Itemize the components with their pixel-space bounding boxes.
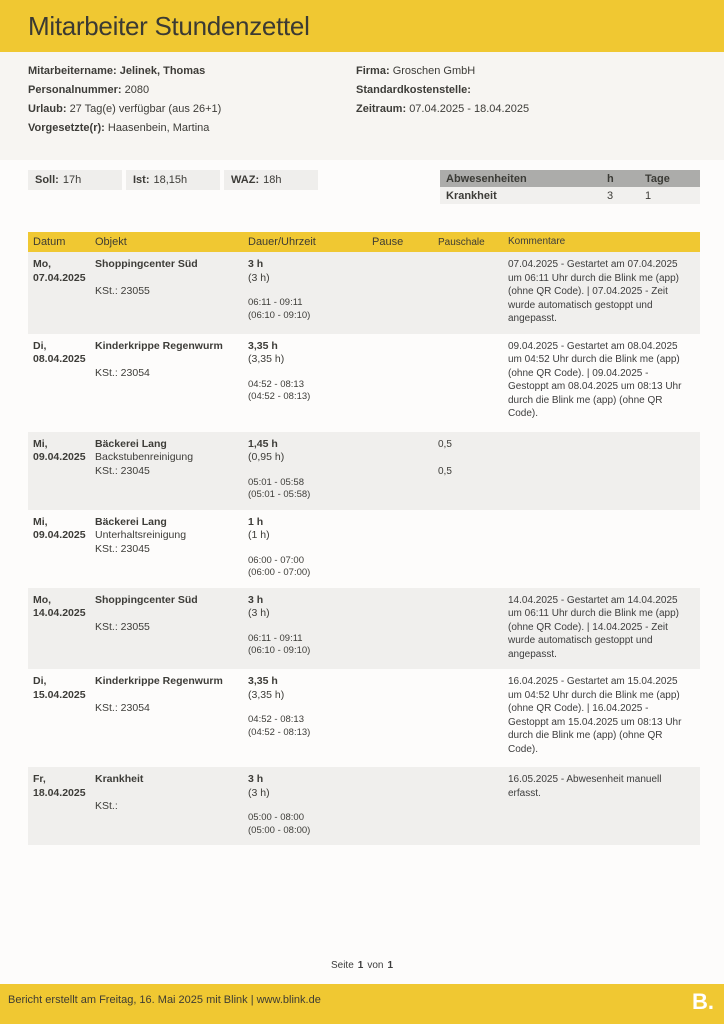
cell-dauer — [248, 594, 372, 662]
summary-cell: WAZ: 18h — [224, 170, 318, 190]
time-range: 06:00 - 07:00 — [248, 554, 304, 566]
absences-table-header — [440, 170, 700, 187]
page-prefix: Seite — [330, 960, 354, 971]
pause-value — [372, 675, 438, 689]
time-range-secondary: (05:00 - 08:00) — [248, 824, 311, 836]
cost-center: KSt.: 23045 — [95, 542, 150, 555]
header-pause: Pause — [372, 236, 404, 248]
pauschale-value-1 — [438, 516, 508, 530]
time-range-secondary: (05:01 - 05:58) — [248, 489, 311, 500]
summary-cell: Ist: 18,15h — [126, 170, 220, 190]
cell-datum — [28, 675, 95, 756]
cost-center: KSt.: 23045 — [95, 464, 150, 477]
info-line: Vorgesetzte(r): Haasenbein, Martina — [28, 122, 210, 134]
info-line: Zeitraum: 07.04.2025 - 18.04.2025 — [356, 103, 530, 115]
summary-cell: Soll: 17h — [28, 170, 122, 190]
page-middle: von — [367, 960, 384, 971]
duration: 3,35 h — [248, 675, 278, 687]
date-label: 09.04.2025 — [33, 451, 86, 463]
objekt-name: Shoppingcenter Süd — [95, 258, 198, 270]
info-line: Mitarbeitername: Jelinek, Thomas — [28, 65, 206, 77]
cell-pause — [372, 773, 438, 837]
cell-kommentar: 16.04.2025 - Gestartet am 15.04.2025 um 04:52 Uhr durch die Blink me (app) (ohne QR Code). | 16.04.2025 - Gestoppt am 15.04.2025 um 08:13 Uhr durch die Blink me (app) (ohne QR Code). — [508, 676, 682, 755]
cell-datum — [28, 773, 95, 837]
date-label: 09.04.2025 — [33, 529, 86, 541]
employee-info-left — [28, 65, 356, 160]
cell-pause — [372, 594, 438, 662]
employee-info-section — [0, 52, 724, 160]
duration: 3 h — [248, 773, 264, 785]
pauschale-value-1 — [438, 675, 508, 689]
absence-hours: 3 — [607, 189, 614, 202]
day-label: Mi, — [33, 437, 48, 450]
duration-secondary: (1 h) — [248, 529, 270, 541]
pauschale-value-2 — [438, 702, 508, 716]
duration: 1 h — [248, 515, 264, 528]
time-range: 06:11 - 09:11 — [248, 632, 303, 644]
objekt-name: Kinderkrippe Regenwurm — [95, 675, 223, 687]
objekt-name: Krankheit — [95, 773, 144, 785]
day-label: Fr, — [33, 773, 46, 785]
day-label: Mo, — [33, 593, 52, 606]
page-title: Mitarbeiter Stundenzettel — [28, 10, 310, 41]
time-range: 04:52 - 08:13 — [248, 714, 304, 725]
date-label: 15.04.2025 — [33, 688, 86, 701]
objekt-name: Kinderkrippe Regenwurm — [95, 339, 223, 352]
objekt-subname — [95, 689, 248, 703]
cell-objekt — [95, 340, 248, 421]
cell-pauschale — [438, 516, 508, 580]
cell-pause — [372, 258, 438, 326]
pauschale-value-2: 0,5 — [438, 465, 452, 477]
objekt-subname — [95, 353, 248, 367]
date-label: 14.04.2025 — [33, 607, 86, 619]
time-range-secondary: (06:00 - 07:00) — [248, 567, 311, 578]
time-range: 06:11 - 09:11 — [248, 297, 303, 308]
pagination — [0, 960, 724, 971]
time-range-secondary: (06:10 - 09:10) — [248, 645, 311, 656]
header-kommentare: Kommentare — [508, 236, 566, 248]
time-range: 05:01 - 05:58 — [248, 476, 304, 488]
table-row — [28, 510, 700, 588]
cell-pause — [372, 438, 438, 502]
cell-pause — [372, 516, 438, 580]
cell-kommentar: 09.04.2025 - Gestartet am 08.04.2025 um 04:52 Uhr durch die Blink me (app) (ohne QR Code). | 09.04.2025 - Gestoppt am 08.04.2025 um 08:13 Uhr durch die Blink me (app) (ohne QR Code). — [508, 340, 682, 419]
pause-value — [372, 438, 438, 452]
cell-kommentar: 07.04.2025 - Gestartet am 07.04.2025 um 06:11 Uhr durch die Blink me (app) (ohne QR Code). | 07.04.2025 - Zeit wurde automatisch gestoppt und angepasst. — [508, 259, 680, 324]
info-line: Personalnummer: 2080 — [28, 84, 150, 96]
duration-secondary: (3,35 h) — [248, 688, 285, 701]
duration: 3 h — [248, 593, 264, 606]
report-header — [0, 0, 724, 52]
objekt-subname — [95, 607, 248, 621]
blink-logo: B. — [692, 989, 714, 1014]
info-line: Firma: Groschen GmbH — [356, 65, 476, 77]
time-range: 04:52 - 08:13 — [248, 378, 304, 390]
cell-pauschale — [438, 258, 508, 326]
timesheet-table-body — [28, 252, 700, 845]
table-row — [28, 669, 700, 764]
table-row — [28, 432, 700, 510]
objekt-name: Bäckerei Lang — [95, 437, 167, 450]
info-line: Urlaub: 27 Tag(e) verfügbar (aus 26+1) — [28, 103, 222, 115]
cell-objekt — [95, 675, 248, 756]
date-label: 08.04.2025 — [33, 353, 86, 365]
pause-value — [372, 773, 438, 787]
cell-kommentar — [508, 516, 700, 580]
cell-dauer — [248, 258, 372, 326]
pause-value — [372, 594, 438, 608]
pauschale-value-2 — [438, 621, 508, 635]
cell-dauer — [248, 340, 372, 421]
duration-secondary: (3 h) — [248, 271, 270, 284]
cell-dauer — [248, 675, 372, 756]
cell-pauschale — [438, 675, 508, 756]
cell-kommentar — [508, 438, 700, 502]
pause-value — [372, 516, 438, 530]
table-row — [28, 252, 700, 334]
header-datum: Datum — [33, 236, 66, 248]
timesheet-table — [28, 232, 700, 845]
page-number: 1 — [357, 960, 364, 971]
cost-center: KSt.: — [95, 800, 118, 812]
duration: 1,45 h — [248, 437, 278, 450]
date-label: 07.04.2025 — [33, 271, 86, 284]
cell-kommentar: 16.05.2025 - Abwesenheit manuell erfasst. — [508, 774, 662, 799]
table-row — [28, 767, 700, 845]
time-range-secondary: (04:52 - 08:13) — [248, 391, 311, 402]
cell-kommentar: 14.04.2025 - Gestartet am 14.04.2025 um 06:11 Uhr durch die Blink me (app) (ohne QR Code). | 14.04.2025 - Zeit wurde automatisch gestoppt und angepasst. — [508, 594, 680, 660]
objekt-name: Shoppingcenter Süd — [95, 593, 198, 606]
cell-datum — [28, 340, 95, 421]
pauschale-value-1 — [438, 258, 508, 272]
employee-info-right — [356, 65, 529, 160]
cell-pauschale — [438, 594, 508, 662]
summary-section — [28, 170, 700, 204]
report-footer — [0, 984, 724, 1024]
page-total: 1 — [387, 960, 394, 971]
cell-dauer — [248, 516, 372, 580]
cost-center: KSt.: 23054 — [95, 702, 150, 714]
duration: 3,35 h — [248, 339, 278, 352]
cell-datum — [28, 516, 95, 580]
absence-days: 1 — [645, 189, 652, 202]
cell-objekt — [95, 516, 248, 580]
date-label: 18.04.2025 — [33, 786, 86, 799]
time-range: 05:00 - 08:00 — [248, 812, 304, 823]
pauschale-value-1 — [438, 340, 508, 354]
absences-header-days: Tage — [645, 172, 670, 185]
timesheet-table-header — [28, 232, 700, 252]
time-range-secondary: (04:52 - 08:13) — [248, 726, 311, 738]
objekt-subname — [95, 272, 248, 286]
cost-center: KSt.: 23055 — [95, 285, 150, 297]
cost-center: KSt.: 23054 — [95, 366, 150, 379]
duration: 3 h — [248, 258, 264, 270]
day-label: Di, — [33, 675, 47, 687]
objekt-subname: Unterhaltsreinigung — [95, 529, 187, 541]
pauschale-value-1: 0,5 — [438, 438, 452, 450]
duration-secondary: (3 h) — [248, 786, 270, 799]
hours-summary — [28, 170, 318, 190]
pause-value — [372, 340, 438, 354]
absence-name: Krankheit — [446, 189, 497, 202]
cell-pause — [372, 340, 438, 421]
cell-pauschale — [438, 340, 508, 421]
duration-secondary: (0,95 h) — [248, 451, 285, 463]
cell-pause — [372, 675, 438, 756]
cell-datum — [28, 594, 95, 662]
pauschale-value-2 — [438, 367, 508, 381]
absences-header-name: Abwesenheiten — [446, 172, 527, 185]
day-label: Mi, — [33, 515, 48, 528]
duration-secondary: (3,35 h) — [248, 353, 285, 365]
pauschale-value-2 — [438, 543, 508, 557]
absences-table — [440, 170, 700, 204]
cell-objekt — [95, 594, 248, 662]
duration-secondary: (3 h) — [248, 607, 270, 619]
cell-objekt — [95, 258, 248, 326]
objekt-subname: Backstubenreinigung — [95, 451, 194, 463]
day-label: Mo, — [33, 258, 52, 270]
cost-center: KSt.: 23055 — [95, 620, 150, 633]
cell-pauschale — [438, 438, 508, 502]
cell-dauer — [248, 773, 372, 837]
day-label: Di, — [33, 339, 47, 352]
objekt-name: Bäckerei Lang — [95, 515, 167, 528]
absences-row — [440, 187, 700, 204]
header-dauer-uhrzeit: Dauer/Uhrzeit — [248, 236, 316, 248]
header-objekt: Objekt — [95, 236, 127, 248]
pause-value — [372, 258, 438, 272]
footer-generated-text: Bericht erstellt am Freitag, 16. Mai 2025 mit Blink | www.blink.de — [8, 994, 321, 1006]
cell-datum — [28, 258, 95, 326]
time-range-secondary: (06:10 - 09:10) — [248, 309, 311, 321]
header-pauschale: Pauschale — [438, 236, 485, 248]
table-row — [28, 334, 700, 429]
absences-header-hours: h — [607, 172, 614, 185]
cell-objekt — [95, 773, 248, 837]
objekt-subname — [95, 787, 248, 801]
pauschale-value-2 — [438, 285, 508, 299]
info-line: Standardkostenstelle: — [356, 84, 471, 96]
pauschale-value-2 — [438, 800, 508, 814]
pauschale-value-1 — [438, 594, 508, 608]
cell-pauschale — [438, 773, 508, 837]
cell-datum — [28, 438, 95, 502]
table-row — [28, 588, 700, 670]
pauschale-value-1 — [438, 773, 508, 787]
cell-objekt — [95, 438, 248, 502]
cell-dauer — [248, 438, 372, 502]
